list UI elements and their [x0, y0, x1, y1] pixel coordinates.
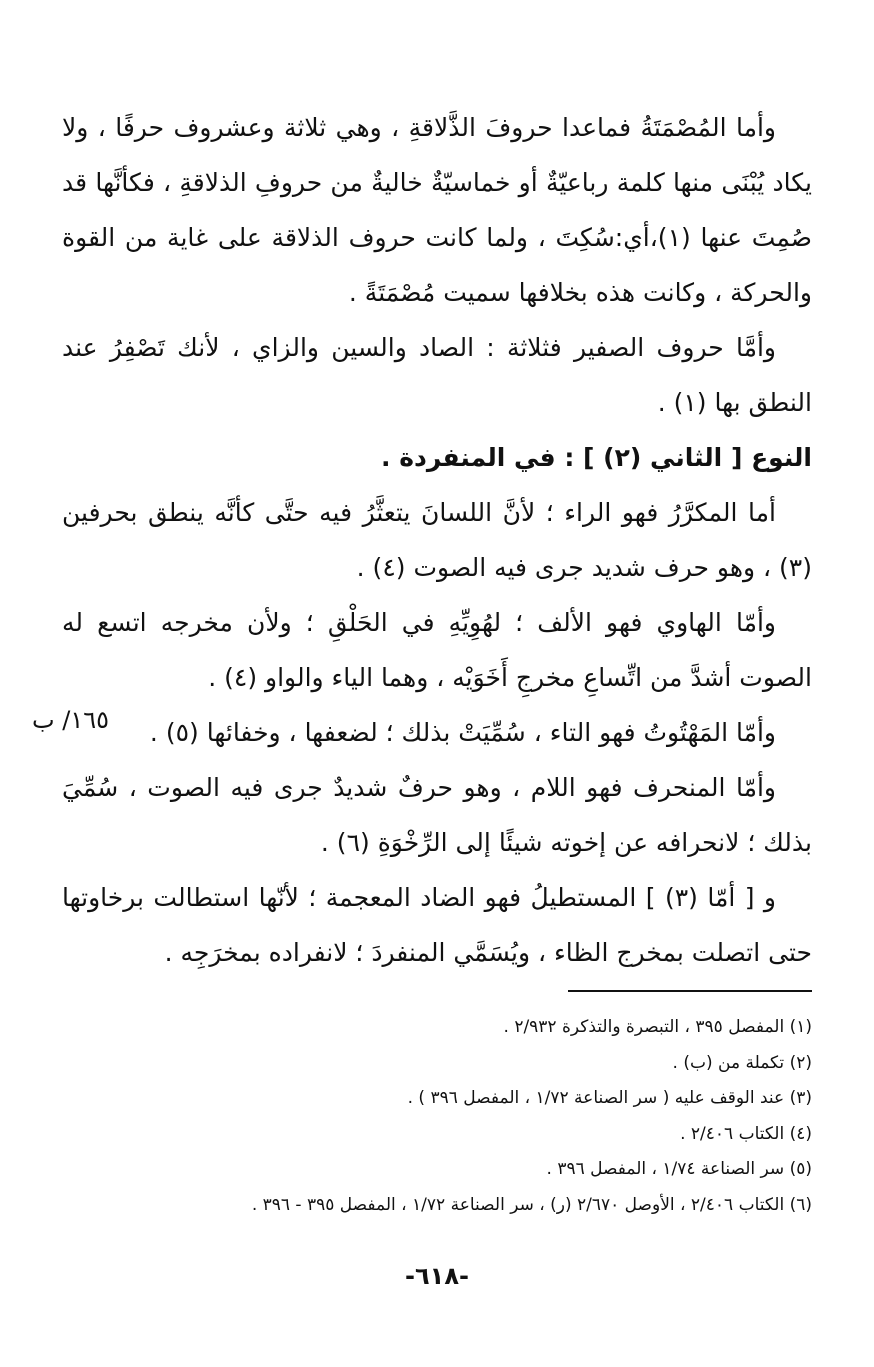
paragraph-mukarrar: أما المكرَّرُ فهو الراء ؛ لأنَّ اللسانَ يتعثَّرُ فيه حتَّى كأنَّه ينطق بحرفين (٣) ، وهو حرف شديد جرى فيه الصوت (٤) . — [62, 498, 812, 582]
paragraph-munharif: وأمّا المنحرف فهو اللام ، وهو حرفٌ شديدٌ جرى فيه الصوت ، سُمِّيَ بذلك ؛ لانحرافه عن إخوته شيئًا إلى الرِّخْوَةِ (٦) . — [62, 773, 812, 857]
section-heading: النوع [ الثاني (٢) ] : في المنفردة . — [381, 443, 812, 472]
footnote-item: (١) المفصل ٣٩٥ ، التبصرة والتذكرة ٢/٩٣٢ . — [503, 1017, 812, 1037]
main-text — [62, 100, 812, 980]
footnote-item: (٥) سر الصناعة ١/٧٤ ، المفصل ٣٩٦ . — [546, 1159, 812, 1179]
marginal-folio-note: ١٦٥/ ب — [32, 706, 109, 734]
footnote-divider — [568, 990, 812, 992]
paragraph-hawi: وأمّا الهاوي فهو الألف ؛ لهُوِيِّهِ في الحَلْقِ ؛ ولأن مخرجه اتسع له الصوت أشدَّ من اتِّساعِ مخرجِ أَخَوَيْه ، وهما الياء والواو (٤) . — [62, 608, 812, 692]
footnotes-list — [62, 1010, 812, 1223]
footnote-item: (٦) الكتاب ٢/٤٠٦ ، الأوصل ٢/٦٧٠ (ر) ، سر الصناعة ١/٧٢ ، المفصل ٣٩٥ - ٣٩٦ . — [251, 1194, 812, 1215]
paragraph-musmata: وأما المُصْمَتَةُ فماعدا حروفَ الذَّلاقةِ ، وهي ثلاثة وعشروف حرفًا ، ولا يكاد يُبْنَى منها كلمة رباعيّةٌ أو خماسيّةٌ خاليةٌ من حروفِ الذلاقةِ ، فكأنَّها قد صُمِتَ عنها (١)،أي:سُكِتَ ، ولما كانت حروف الذلاقة على غاية من القوة والحركة ، وكانت هذه بخلافها سميت مُصْمَتَةً . — [62, 113, 813, 307]
paragraph-safir: وأمَّا حروف الصفير فثلاثة : الصاد والسين والزاي ، لأنك تَصْفِرُ عند النطق بها (١) . — [62, 333, 812, 417]
page-number: -٦١٨- — [405, 1262, 469, 1290]
paragraph-mustatil: و [ أمّا (٣) ] المستطيلُ فهو الضاد المعجمة ؛ لأنّها استطالت برخاوتها حتى اتصلت بمخرج الظاء ، ويُسَمَّي المنفردَ ؛ لانفراده بمخرَجِه . — [62, 883, 812, 967]
footnote-item: (٤) الكتاب ٢/٤٠٦ . — [680, 1123, 812, 1144]
paragraph-mahtut: وأمّا المَهْتُوتُ فهو التاء ، سُمِّيَتْ بذلك ؛ لضعفها ، وخفائها (٥) . — [149, 718, 776, 747]
footnote-item: (٣) عند الوقف عليه ( سر الصناعة ١/٧٢ ، المفصل ٣٩٦ ) . — [407, 1088, 812, 1108]
footnote-item: (٢) تكملة من (ب) . — [672, 1052, 812, 1073]
